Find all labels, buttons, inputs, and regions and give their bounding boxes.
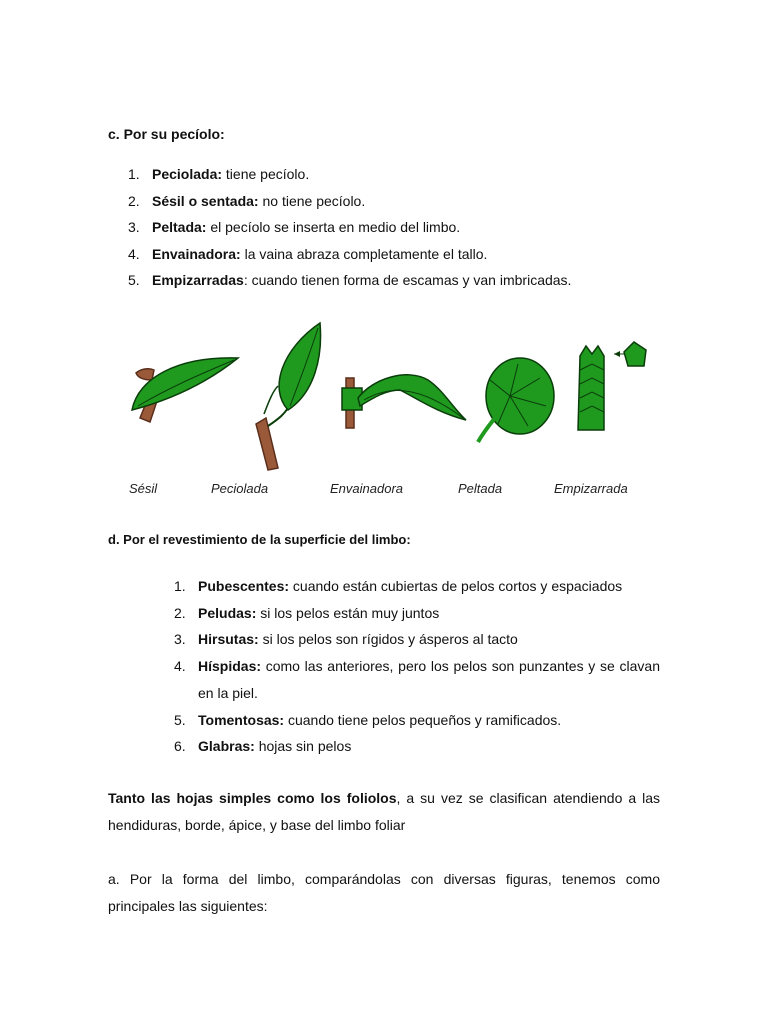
item-text: cuando están cubiertas de pelos cortos y espaciados [289,578,623,594]
paragraph-text: , a su vez se clasifican atendiendo a las hendiduras, borde, ápice, y base del limbo foliar [108,790,661,833]
figure-label: Peciolada [211,481,269,496]
surface-covering-list [174,573,660,760]
leaf-illustrations [118,318,663,478]
list-item [174,707,660,734]
item-number: 2. [174,604,186,621]
item-text: cuando tiene pelos pequeños y ramificados. [284,711,562,728]
peciolada-leaf-illustration [256,323,321,470]
leaf-types-figure [118,318,663,508]
item-number: 4. [128,245,140,262]
paragraph-bold-lead: Tanto las hojas simples como los foliolos [108,790,397,806]
item-term: Glabras: [198,738,255,755]
paragraph-limb-shape: a. Por la forma del limbo, comparándolas con diversas figuras, tenemos como principales las siguientes: [108,871,660,914]
list-item [128,241,571,268]
item-text: el pecíolo se inserta en medio del limbo. [206,219,461,235]
item-term: Envainadora: [152,245,241,262]
item-term: Peltada: [152,219,207,235]
item-text: no tiene pecíolo. [258,192,366,209]
sesil-leaf-illustration [132,358,238,422]
item-term: Híspidas: [198,658,262,675]
item-number: 4. [174,658,186,675]
item-term: Peludas: [198,604,257,621]
list-item [128,267,572,294]
item-term: Pubescentes: [198,578,290,594]
list-item [174,573,660,600]
item-text: como las anteriores, pero los pelos son punzantes y se clavan en la piel. [198,658,660,701]
list-item [128,214,571,241]
list-item [174,733,660,760]
figure-label: Empizarrada [554,481,628,496]
petiole-list [128,161,572,294]
item-term: Peciolada: [152,166,223,182]
list-item [174,653,660,706]
paragraph-simple-leaves [108,785,660,839]
list-item [128,161,571,188]
empizarrada-leaf-illustration [578,342,646,430]
list-item [128,188,571,215]
item-number: 6. [174,738,186,755]
item-text: la vaina abraza completamente el tallo. [240,245,488,262]
item-term: Tomentosas: [198,711,285,728]
item-text: si los pelos están muy juntos [256,604,440,621]
item-number: 3. [128,219,140,235]
figure-label: Sésil [129,481,158,496]
item-number: 3. [174,631,186,648]
figure-label: Envainadora [330,481,403,496]
figure-label: Peltada [458,481,503,496]
item-number: 1. [128,166,140,182]
list-item [174,600,660,627]
item-number: 5. [174,711,186,728]
item-term: Empizarradas [152,272,244,288]
section-d-heading: d. Por el revestimiento de la superficie del limbo: [108,532,411,547]
item-text: hojas sin pelos [254,738,352,755]
item-number: 5. [128,272,140,288]
item-number: 2. [128,192,140,209]
envainadora-leaf-illustration [342,375,466,428]
item-text: si los pelos son rígidos y ásperos al tacto [258,631,518,648]
item-term: Hirsutas: [198,631,259,648]
section-c-heading: c. Por su pecíolo: [108,126,225,142]
item-text: : cuando tienen forma de escamas y van imbricadas. [243,272,572,288]
peltada-leaf-illustration [478,358,554,442]
item-text: tiene pecíolo. [222,166,310,182]
list-item [174,626,660,653]
item-term: Sésil o sentada: [152,192,259,209]
item-number: 1. [174,578,186,594]
